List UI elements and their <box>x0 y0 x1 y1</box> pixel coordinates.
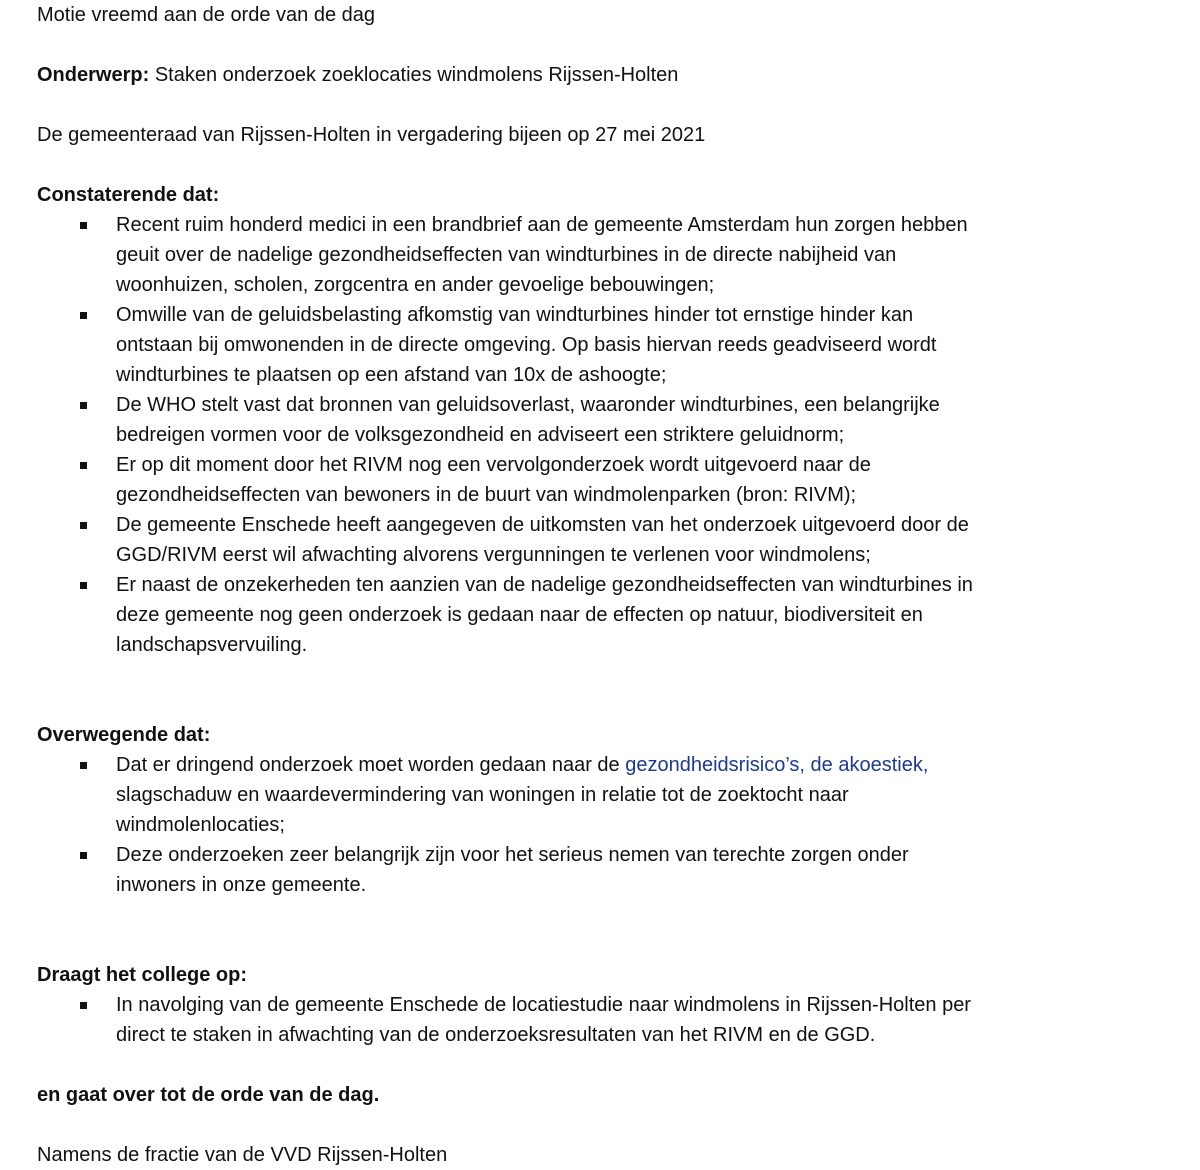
list-item <box>37 570 1177 660</box>
item-text: Dat er dringend onderzoek moet worden gedaan naar de <box>116 754 626 776</box>
item-line <box>116 750 1177 780</box>
square-bullet-icon <box>80 222 87 229</box>
list-item <box>37 210 1177 300</box>
spacer <box>37 150 1177 180</box>
square-bullet-icon <box>80 462 87 469</box>
item-line: deze gemeente nog geen onderzoek is gedaan naar de effecten op natuur, biodiversiteit en <box>116 604 923 626</box>
constaterende-list <box>37 210 1177 660</box>
item-line: direct te staken in afwachting van de onderzoeksresultaten van het RIVM en de GGD. <box>116 1024 876 1046</box>
item-line: windturbines te plaatsen op een afstand van 10x de ashoogte; <box>116 364 667 386</box>
list-item <box>37 450 1177 510</box>
item-line: bedreigen vormen voor de volksgezondheid en adviseert een striktere geluidnorm; <box>116 424 845 446</box>
spacer <box>37 30 1177 60</box>
subject-label: Onderwerp: <box>37 64 150 86</box>
subject-text: Staken onderzoek zoeklocaties windmolens Rijssen-Holten <box>154 64 679 86</box>
list-item <box>37 300 1177 390</box>
item-line: gezondheidseffecten van bewoners in de buurt van windmolenparken (bron: RIVM); <box>116 484 857 506</box>
square-bullet-icon <box>80 312 87 319</box>
spacer <box>37 900 1177 960</box>
constaterende-heading: Constaterende dat: <box>37 184 220 206</box>
item-line: geuit over de nadelige gezondheidseffecten van windturbines in de directe nabijheid van <box>116 244 897 266</box>
item-line: ontstaan bij omwonenden in de directe omgeving. Op basis hiervan reeds geadviseerd wordt <box>116 334 937 356</box>
item-line: inwoners in onze gemeente. <box>116 874 367 896</box>
item-line: Er op dit moment door het RIVM nog een vervolgonderzoek wordt uitgevoerd naar de <box>116 454 871 476</box>
item-line: Recent ruim honderd medici in een brandbrief aan de gemeente Amsterdam hun zorgen hebben <box>116 214 968 236</box>
spacer <box>37 1050 1177 1080</box>
item-line: De gemeente Enschede heeft aangegeven de uitkomsten van het onderzoek uitgevoerd door de <box>116 514 969 536</box>
item-line: Deze onderzoeken zeer belangrijk zijn voor het serieus nemen van terechte zorgen onder <box>116 844 909 866</box>
square-bullet-icon <box>80 762 87 769</box>
highlighted-text: gezondheidsrisico’s, de akoestiek, <box>625 754 929 776</box>
item-line: woonhuizen, scholen, zorgcentra en ander gevoelige bebouwingen; <box>116 274 715 296</box>
item-line: windmolenlocaties; <box>116 814 285 836</box>
square-bullet-icon <box>80 402 87 409</box>
list-item <box>37 840 1177 900</box>
item-line: Er naast de onzekerheden ten aanzien van de nadelige gezondheidseffecten van windturbines in <box>116 574 973 596</box>
square-bullet-icon <box>80 1002 87 1009</box>
item-line: GGD/RIVM eerst wil afwachting alvorens vergunningen te verlenen voor windmolens; <box>116 544 871 566</box>
overwegende-heading: Overwegende dat: <box>37 724 211 746</box>
list-item <box>37 510 1177 570</box>
draagt-list <box>37 990 1177 1050</box>
spacer <box>37 1110 1177 1140</box>
item-line: Omwille van de geluidsbelasting afkomstig van windturbines hinder tot ernstige hinder kan <box>116 304 914 326</box>
spacer <box>37 90 1177 120</box>
document-type: Motie vreemd aan de orde van de dag <box>37 4 375 26</box>
signature-line: Namens de fractie van de VVD Rijssen-Holten <box>37 1144 448 1166</box>
item-line: De WHO stelt vast dat bronnen van geluidsoverlast, waaronder windturbines, een belangrijke <box>116 394 940 416</box>
spacer <box>37 660 1177 720</box>
list-item <box>37 990 1177 1050</box>
motion-document <box>37 0 1177 1170</box>
draagt-heading: Draagt het college op: <box>37 964 248 986</box>
list-item <box>37 390 1177 450</box>
square-bullet-icon <box>80 522 87 529</box>
intro-line: De gemeenteraad van Rijssen-Holten in vergadering bijeen op 27 mei 2021 <box>37 124 706 146</box>
square-bullet-icon <box>80 852 87 859</box>
overwegende-list <box>37 750 1177 900</box>
square-bullet-icon <box>80 582 87 589</box>
item-line: slagschaduw en waardevermindering van woningen in relatie tot de zoektocht naar <box>116 784 849 806</box>
closing-line: en gaat over tot de orde van de dag. <box>37 1084 380 1106</box>
item-line: landschapsvervuiling. <box>116 634 308 656</box>
item-line: In navolging van de gemeente Enschede de locatiestudie naar windmolens in Rijssen-Holten per <box>116 994 971 1016</box>
subject-line <box>37 60 1177 90</box>
list-item <box>37 750 1177 840</box>
